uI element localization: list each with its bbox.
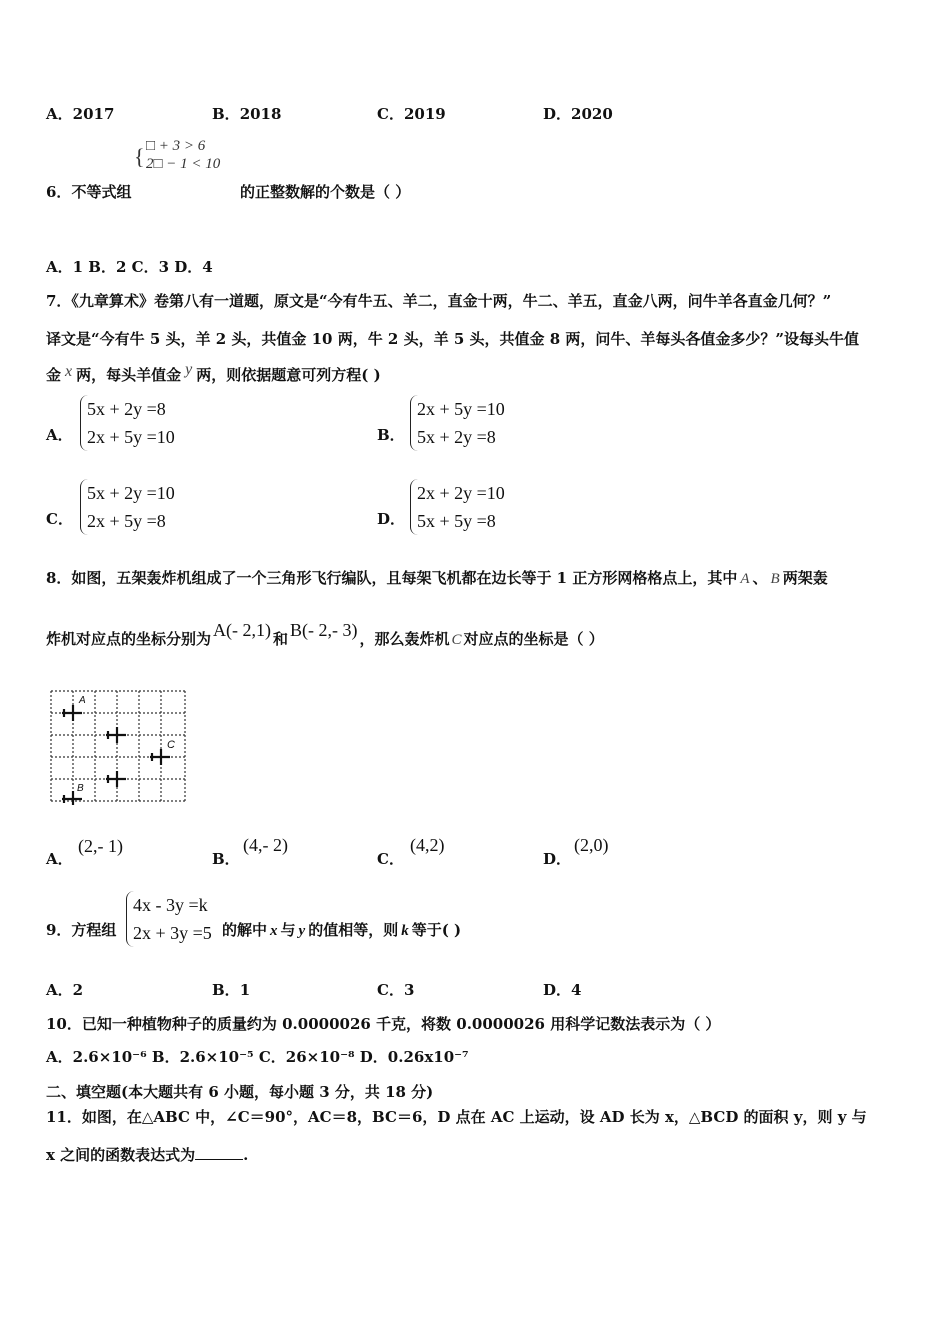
q7-option-a-system: 5x + 2y =8 2x + 5y =10 xyxy=(80,395,175,451)
plane-icon-c xyxy=(150,749,170,765)
q8-option-a-label: A． xyxy=(46,850,73,868)
section-heading-fill-blank: 二、填空题(本大题共有 6 小题，每小题 3 分，共 18 分) xyxy=(46,1083,434,1101)
plane-icon-1 xyxy=(106,727,126,743)
q9-option-a: A．2 xyxy=(46,981,84,999)
q9-equation-system: 4x - 3y =k 2x + 3y =5 xyxy=(126,891,212,947)
q10-options: A．2.6×10⁻⁶ B．2.6×10⁻⁵ C．26×10⁻⁸ D．0.26x10⁻⁷ xyxy=(46,1048,469,1066)
q7-option-b-label: B． xyxy=(377,426,405,444)
q9-option-c: C．3 xyxy=(377,981,415,999)
q7-option-d-label: D． xyxy=(377,510,406,528)
plane-icon-a xyxy=(62,705,82,721)
q9-option-b: B．1 xyxy=(212,981,251,999)
q8-option-a-value: (2,- 1) xyxy=(78,836,123,856)
q7-line2: 译文是“今有牛 5 头，羊 2 头，共值金 10 两，牛 2 头，羊 5 头，共值金 8 两，问牛、羊每头各值金多少？”设每头牛值 xyxy=(46,330,859,348)
q5-option-a: A．2017 xyxy=(46,105,115,123)
q8-line2: 炸机对应点的坐标分别为 A(- 2,1) 和 B(- 2,- 3) ，那么轰炸机 C 对应点的坐标是（ ） xyxy=(46,620,604,648)
figure-label-b: B xyxy=(77,783,84,794)
q9-number-stem: 9．方程组 xyxy=(46,921,117,939)
q8-option-d-label: D． xyxy=(543,850,572,868)
figure-label-c: C xyxy=(167,739,175,751)
q7-option-d-system: 2x + 2y =10 5x + 5y =8 xyxy=(410,479,505,535)
q8-option-d-value: (2,0) xyxy=(574,835,609,855)
q5-option-c: C．2019 xyxy=(377,105,446,123)
figure-label-a: A xyxy=(79,695,86,706)
answer-blank[interactable] xyxy=(195,1145,243,1160)
q7-line3: 金 x 两，每头羊值金 y 两，则依据题意可列方程( ) xyxy=(46,361,381,384)
q6-number-stem: 6．不等式组 xyxy=(46,183,132,201)
q6-stem-rest: 的正整数解的个数是（ ） xyxy=(240,183,411,201)
q7-option-c-system: 5x + 2y =10 2x + 5y =8 xyxy=(80,479,175,535)
q8-option-b-label: B． xyxy=(212,850,240,868)
q8-option-c-value: (4,2) xyxy=(410,835,445,855)
q7-option-b-system: 2x + 5y =10 5x + 2y =8 xyxy=(410,395,505,451)
q8-line1: 8．如图，五架轰炸机组成了一个三角形飞行编队，且每架飞机都在边长等于 1 正方形网格格点上，其中 A 、 B 两架轰 xyxy=(46,569,828,587)
q11-line1: 11．如图，在△ABC 中，∠C＝90°，AC＝8，BC＝6，D 点在 AC 上运动，设 AD 长为 x，△BCD 的面积 y，则 y 与 xyxy=(46,1108,867,1126)
q8-option-b-value: (4,- 2) xyxy=(243,835,288,855)
q6-options: A．1 B．2 C．3 D．4 xyxy=(46,258,213,276)
q8-formation-figure xyxy=(48,688,188,806)
q5-option-b: B．2018 xyxy=(212,105,282,123)
q9-option-d: D．4 xyxy=(543,981,582,999)
q7-line1: 7．《九章算术》卷第八有一道题，原文是“今有牛五、羊二，直金十两，牛二、羊五，直金八两，问牛羊各直金几何？” xyxy=(46,292,832,310)
q9-stem-rest: 的解中 x 与 y 的值相等，则 k 等于( ) xyxy=(222,921,462,939)
q10-stem: 10．已知一种植物种子的质量约为 0.0000026 千克，将数 0.0000026 用科学记数法表示为（ ） xyxy=(46,1015,721,1033)
q11-line2: x 之间的函数表达式为 . xyxy=(46,1146,249,1164)
q7-option-c-label: C． xyxy=(46,510,73,528)
plane-icon-2 xyxy=(106,771,126,787)
q5-option-d: D．2020 xyxy=(543,105,613,123)
q7-option-a-label: A． xyxy=(46,426,73,444)
q8-option-c-label: C． xyxy=(377,850,404,868)
